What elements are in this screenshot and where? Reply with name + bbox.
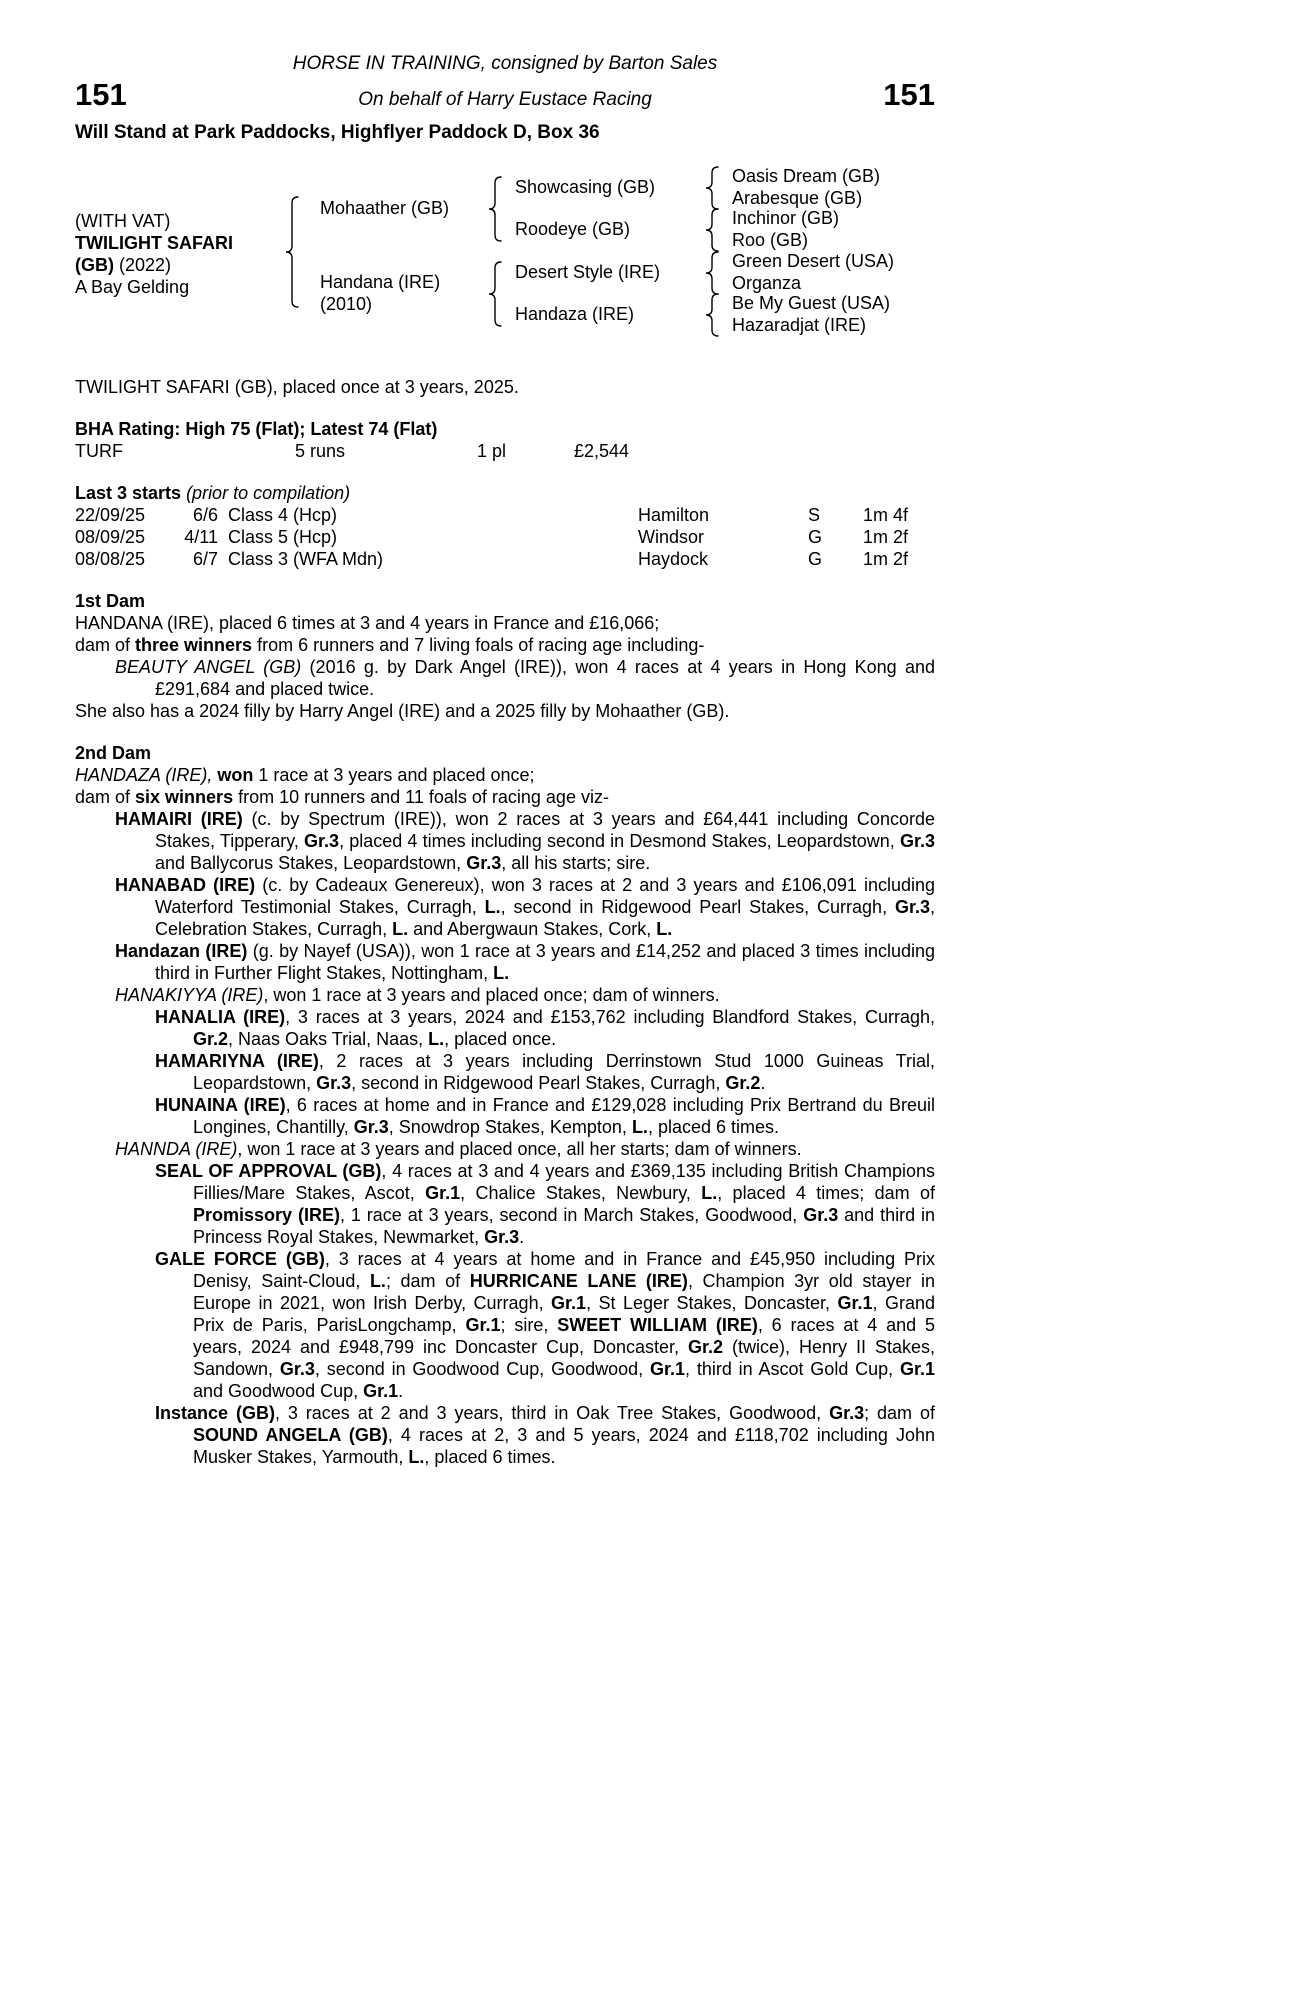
race-row — [75, 504, 935, 526]
grandsire-sire-name: Showcasing (GB) — [515, 177, 656, 197]
turf-summary-row — [75, 440, 935, 462]
race-distance: 1m 4f — [863, 505, 909, 525]
gen3-name: Arabesque (GB) — [732, 188, 863, 208]
race-course: Haydock — [638, 549, 709, 569]
sire-name: Mohaather (GB) — [320, 198, 450, 218]
placings-value: 1 pl — [477, 441, 507, 461]
produce-paragraph-hanalia: HANALIA (IRE), 3 races at 3 years, 2024 and £153,762 including Blandford Stakes, Curragh, Gr.2, Naas Oaks Trial, Naas, L., placed once. — [155, 1007, 935, 1049]
gen3-name: Inchinor (GB) — [732, 208, 840, 228]
first-dam-section — [75, 590, 935, 722]
race-date: 08/09/25 — [75, 527, 146, 547]
race-class: Class 5 (Hcp) — [228, 527, 338, 547]
grandsire-dam-name: Roodeye (GB) — [515, 219, 631, 239]
produce-paragraph-seal-of-approval: SEAL OF APPROVAL (GB), 4 races at 3 and 4 years and £369,135 including British Champions Fillies/Mare Stakes, Ascot, Gr.1, Chalice Stakes, Newbury, L., placed 4 times; dam of Promissory (IRE), 1 race at 3 years, second in March Stakes, Goodwood, Gr.3 and third in Princess Royal Stakes, Newmarket, Gr.3. — [155, 1161, 936, 1247]
horse-name: TWILIGHT SAFARI — [75, 233, 233, 253]
gen3-name: Roo (GB) — [732, 230, 809, 250]
runs-value: 5 runs — [295, 441, 346, 461]
dam-produce-intro: dam of six winners from 10 runners and 11 foals of racing age viz- — [75, 787, 609, 807]
produce-paragraph-gale-force: GALE FORCE (GB), 3 races at 4 years at home and in France and £45,950 including Prix Denisy, Saint-Cloud, L.; dam of HURRICANE LANE (IRE), Champion 3yr old stayer in Europe in 2021, won Irish Derby, Curragh, Gr.1, St Leger Stakes, Doncaster, Gr.1, Grand Prix de Paris, ParisLongchamp, Gr.1; sire, SWEET WILLIAM (IRE), 6 races at 4 and 5 years, 2024 and £948,799 inc Doncaster Cup, Doncaster, Gr.2 (twice), Henry II Stakes, Sandown, Gr.3, second in Goodwood Cup, Goodwood, Gr.1, third in Ascot Gold Cup, Gr.1 and Goodwood Cup, Gr.1. — [155, 1249, 936, 1401]
horse-description: A Bay Gelding — [75, 277, 190, 297]
race-course: Windsor — [638, 527, 705, 547]
pedigree-brace-g3-2 — [705, 208, 719, 252]
second-dam-section — [75, 742, 935, 1468]
produce-paragraph-hamairi: HAMAIRI (IRE) (c. by Spectrum (IRE)), won 2 races at 3 years and £64,441 including Concorde Stakes, Tipperary, Gr.3, placed 4 times including second in Desmond Stakes, Leopardstown, Gr.3 and Ballycorus Stakes, Leopardstown, Gr.3, all his starts; sire. — [115, 809, 935, 873]
produce-paragraph-beauty-angel: BEAUTY ANGEL (GB) (2016 g. by Dark Angel (IRE)), won 4 races at 4 years in Hong Kong and £291,684 and placed twice. — [115, 657, 936, 699]
first-dam-heading: 1st Dam — [75, 591, 146, 611]
second-dam-heading: 2nd Dam — [75, 743, 152, 763]
dam-name: Handana (IRE) — [320, 272, 441, 292]
gen3-name: Organza — [732, 273, 802, 293]
race-position: 6/6 — [192, 505, 218, 525]
dam-record-line: HANDANA (IRE), placed 6 times at 3 and 4 years in France and £16,066; — [75, 613, 660, 633]
lot-number-right: 151 — [883, 77, 935, 112]
produce-paragraph-hunaina: HUNAINA (IRE), 6 races at home and in France and £129,028 including Prix Bertrand du Breuil Longines, Chantilly, Gr.3, Snowdrop Stakes, Kempton, L., placed 6 times. — [155, 1095, 935, 1137]
race-course: Hamilton — [638, 505, 710, 525]
pedigree-brace-g3-3 — [705, 251, 719, 295]
vat-note: (WITH VAT) — [75, 211, 171, 231]
last-starts-heading: Last 3 starts (prior to compilation) — [75, 483, 351, 503]
rating-block — [75, 418, 935, 462]
dam-record-line: HANDAZA (IRE), won 1 race at 3 years and placed once; — [75, 765, 535, 785]
lot-header-row — [75, 78, 935, 112]
pedigree-brace-g3-1 — [705, 166, 719, 210]
race-record-summary: TWILIGHT SAFARI (GB), placed once at 3 years, 2025. — [75, 377, 519, 397]
race-date: 08/08/25 — [75, 549, 146, 569]
race-position: 6/7 — [192, 549, 218, 569]
dam-additional-produce-line: She also has a 2024 filly by Harry Angel (IRE) and a 2025 filly by Mohaather (GB). — [75, 701, 730, 721]
lot-number-left: 151 — [75, 77, 127, 112]
race-row — [75, 526, 935, 548]
produce-paragraph-hanabad: HANABAD (IRE) (c. by Cadeaux Genereux), won 3 races at 2 and 3 years and £106,091 including Waterford Testimonial Stakes, Curragh, L., second in Ridgewood Pearl Stakes, Curragh, Gr.3, Celebration Stakes, Curragh, L. and Abergwaun Stakes, Cork, L. — [115, 875, 935, 939]
race-position: 4/11 — [184, 527, 218, 547]
race-distance: 1m 2f — [863, 549, 909, 569]
pedigree-brace-g3-4 — [705, 293, 719, 337]
dam-produce-intro: dam of three winners from 6 runners and 7 living foals of racing age including- — [75, 635, 705, 655]
race-date: 22/09/25 — [75, 505, 146, 525]
race-distance: 1m 2f — [863, 527, 909, 547]
surface-label: TURF — [75, 441, 123, 461]
produce-paragraph-handazan: Handazan (IRE) (g. by Nayef (USA)), won 1 race at 3 years and £14,252 and placed 3 times including third in Further Flight Stakes, Nottingham, L. — [115, 941, 936, 983]
gen3-name: Oasis Dream (GB) — [732, 166, 881, 186]
produce-paragraph-hanakiyya: HANAKIYYA (IRE), won 1 race at 3 years and placed once; dam of winners. — [115, 985, 720, 1005]
produce-paragraph-hannda: HANNDA (IRE), won 1 race at 3 years and placed once, all her starts; dam of winners. — [115, 1139, 802, 1159]
page-content — [75, 52, 935, 1468]
earnings-value: £2,544 — [574, 441, 630, 461]
on-behalf-line: On behalf of Harry Eustace Racing — [358, 89, 652, 110]
produce-paragraph-instance: Instance (GB), 3 races at 2 and 3 years, third in Oak Tree Stakes, Goodwood, Gr.3; dam of SOUND ANGELA (GB), 4 races at 2, 3 and 5 years, 2024 and £118,702 including John Musker Stakes, Yarmouth, L., placed 6 times. — [155, 1403, 935, 1467]
race-going: G — [808, 549, 823, 569]
stand-location-line: Will Stand at Park Paddocks, Highflyer Paddock D, Box 36 — [75, 122, 600, 143]
bha-rating-line: BHA Rating: High 75 (Flat); Latest 74 (Flat) — [75, 419, 438, 439]
pedigree-brace-main — [285, 196, 299, 308]
pedigree-brace-sire — [488, 176, 502, 242]
granddam-sire-name: Desert Style (IRE) — [515, 262, 661, 282]
race-going: S — [808, 505, 821, 525]
pedigree-table — [75, 158, 935, 350]
gen3-name: Green Desert (USA) — [732, 251, 895, 271]
race-row — [75, 548, 935, 570]
dam-year: (2010) — [320, 294, 373, 314]
consignor-line: HORSE IN TRAINING, consigned by Barton Sales — [292, 53, 718, 74]
race-class: Class 4 (Hcp) — [228, 505, 338, 525]
horse-suffix-year: (GB) (2022) — [75, 255, 172, 275]
race-going: G — [808, 527, 823, 547]
pedigree-brace-dam — [488, 261, 502, 327]
gen3-name: Hazaradjat (IRE) — [732, 315, 867, 335]
granddam-dam-name: Handaza (IRE) — [515, 304, 635, 324]
produce-paragraph-hamariyna: HAMARIYNA (IRE), 2 races at 3 years including Derrinstown Stud 1000 Guineas Trial, Leopardstown, Gr.3, second in Ridgewood Pearl Stakes, Curragh, Gr.2. — [155, 1051, 935, 1093]
gen3-name: Be My Guest (USA) — [732, 293, 891, 313]
last-starts-block — [75, 482, 935, 570]
race-class: Class 3 (WFA Mdn) — [228, 549, 384, 569]
